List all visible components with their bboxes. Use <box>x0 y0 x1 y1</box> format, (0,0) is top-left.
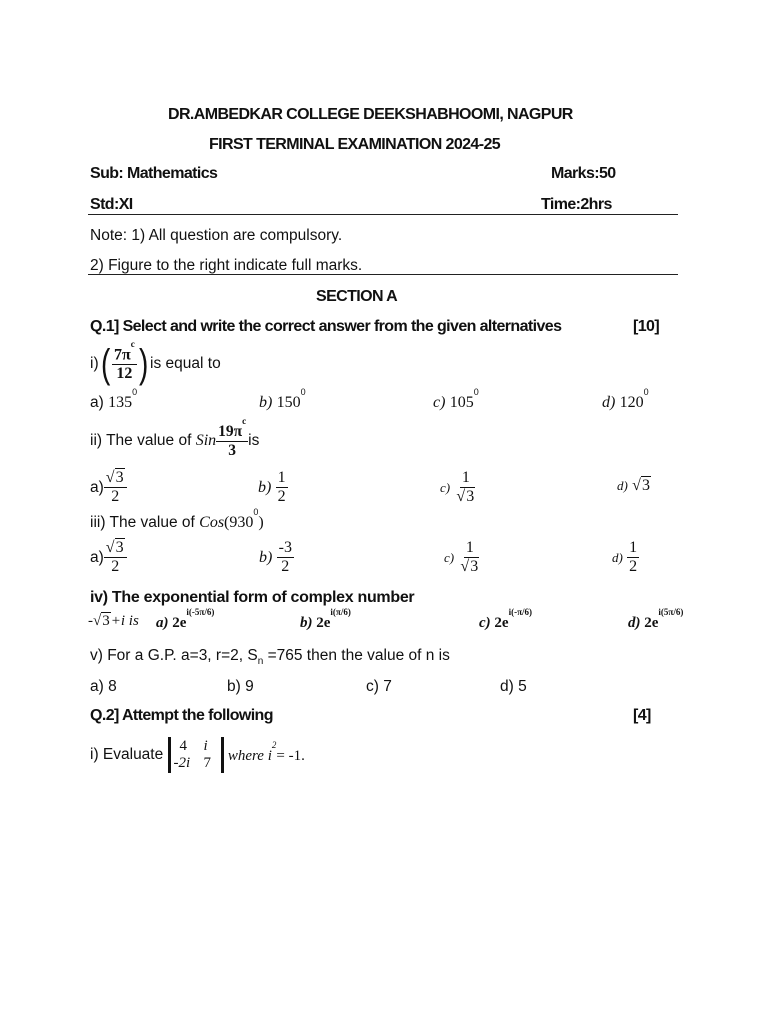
q1-v-option-b: b) 9 <box>227 678 254 695</box>
q1-i-den: 12 <box>116 365 133 383</box>
q1-i-question <box>90 338 221 386</box>
q1-ii-func: Sin <box>195 432 217 449</box>
q1-i-fraction <box>112 338 137 383</box>
q1-i-option-d: d) $120^0$ <box>602 387 649 412</box>
right-paren-icon: ) <box>138 342 149 386</box>
q1-iv-title: iv) The exponential form of complex number <box>90 589 415 606</box>
q1-marks: [10] <box>633 318 660 335</box>
q1-iv-option-c: c) $2e^{i(-\pi/6)}$ <box>479 607 533 631</box>
q1-iii-func: Cos <box>199 514 225 532</box>
q1-ii-prefix: ii) The value of <box>90 432 192 449</box>
q1-i-option-c: c) $105^0$ <box>433 387 479 412</box>
q1-iv-option-a: a) $2e^{i(-5\pi/6)}$ <box>156 607 215 631</box>
q1-i-option-a: a) $135^0$ <box>90 387 138 412</box>
q1-iii-option-a: a) $\frac{√3}{2}$ <box>90 540 127 575</box>
q1-v-option-a: a) 8 <box>90 678 117 695</box>
q1-ii-question <box>90 416 260 460</box>
q1-iv-option-d: d) $2e^{i(5\pi/6)}$ <box>628 607 684 631</box>
q1-v-option-c: c) 7 <box>366 678 392 695</box>
q1-i-sup: c <box>130 338 135 349</box>
q1-ii-option-a: a) $\frac{√3}{2}$ <box>90 470 127 505</box>
q1-i-prefix: i) <box>90 355 99 372</box>
note-2: 2) Figure to the right indicate full marks. <box>90 257 363 274</box>
q1-ii-option-b: b) $\frac{1}{2}$ <box>258 469 286 505</box>
q1-i-option-b: b) $150^0$ <box>259 387 306 412</box>
q1-iii-question: iii) The value of $Cos(930^0)$ <box>90 507 264 532</box>
left-paren-icon: ( <box>100 342 110 386</box>
q2-marks: [4] <box>633 707 651 724</box>
college-name: DR.AMBEDKAR COLLEGE DEEKSHABHOOMI, NAGPUR <box>168 106 573 123</box>
notes-divider <box>88 274 678 275</box>
q1-iii-option-c: c) $\frac{1}{√3}$ <box>444 539 479 575</box>
subject-label: Sub: Mathematics <box>90 165 218 182</box>
std-label: Std:XI <box>90 196 133 213</box>
q2-i-where: where $i^2= -1$. <box>227 739 305 764</box>
q1-iv-expression: -√3+i is <box>88 613 139 629</box>
q1-ii-den: 3 <box>228 442 237 460</box>
q2-i-determinant: 4 i -2i 7 <box>168 737 224 773</box>
note-1: Note: 1) All question are compulsory. <box>90 227 343 244</box>
det-right-bar-icon <box>221 737 224 773</box>
section-title: SECTION A <box>316 288 398 305</box>
q1-title: Q.1] Select and write the correct answer from the given alternatives <box>90 318 562 335</box>
time-label: Time:2hrs <box>541 196 612 213</box>
q1-iii-option-b: b) $\frac{-3}{2}$ <box>259 539 292 575</box>
q1-ii-sup: c <box>242 416 247 427</box>
q1-ii-option-d: d) √3 <box>617 477 650 494</box>
q2-i-question <box>90 733 305 777</box>
q1-ii-fraction <box>216 416 248 460</box>
q1-i-suffix: is equal to <box>150 355 221 372</box>
header-divider <box>88 214 678 215</box>
q2-i-prefix: i) Evaluate <box>90 746 164 763</box>
marks-label: Marks:50 <box>551 165 616 182</box>
q1-i-num: 7π <box>113 346 131 364</box>
q1-v-option-d: d) 5 <box>500 678 527 695</box>
exam-title: FIRST TERMINAL EXAMINATION 2024-25 <box>209 136 501 153</box>
q1-ii-option-c: c) $\frac{1}{√3}$ <box>440 469 475 505</box>
q1-iii-option-d: d) $\frac{1}{2}$ <box>612 539 638 575</box>
q1-v-question: v) For a G.P. a=3, r=2, $S_n =765$ then the value of n is <box>90 647 450 668</box>
q1-ii-suffix: is <box>248 432 260 449</box>
q2-title: Q.2] Attempt the following <box>90 707 273 724</box>
q1-ii-num: 19π <box>218 423 243 441</box>
q1-iv-option-b: b) $2e^{i(\pi/6)}$ <box>300 607 351 631</box>
